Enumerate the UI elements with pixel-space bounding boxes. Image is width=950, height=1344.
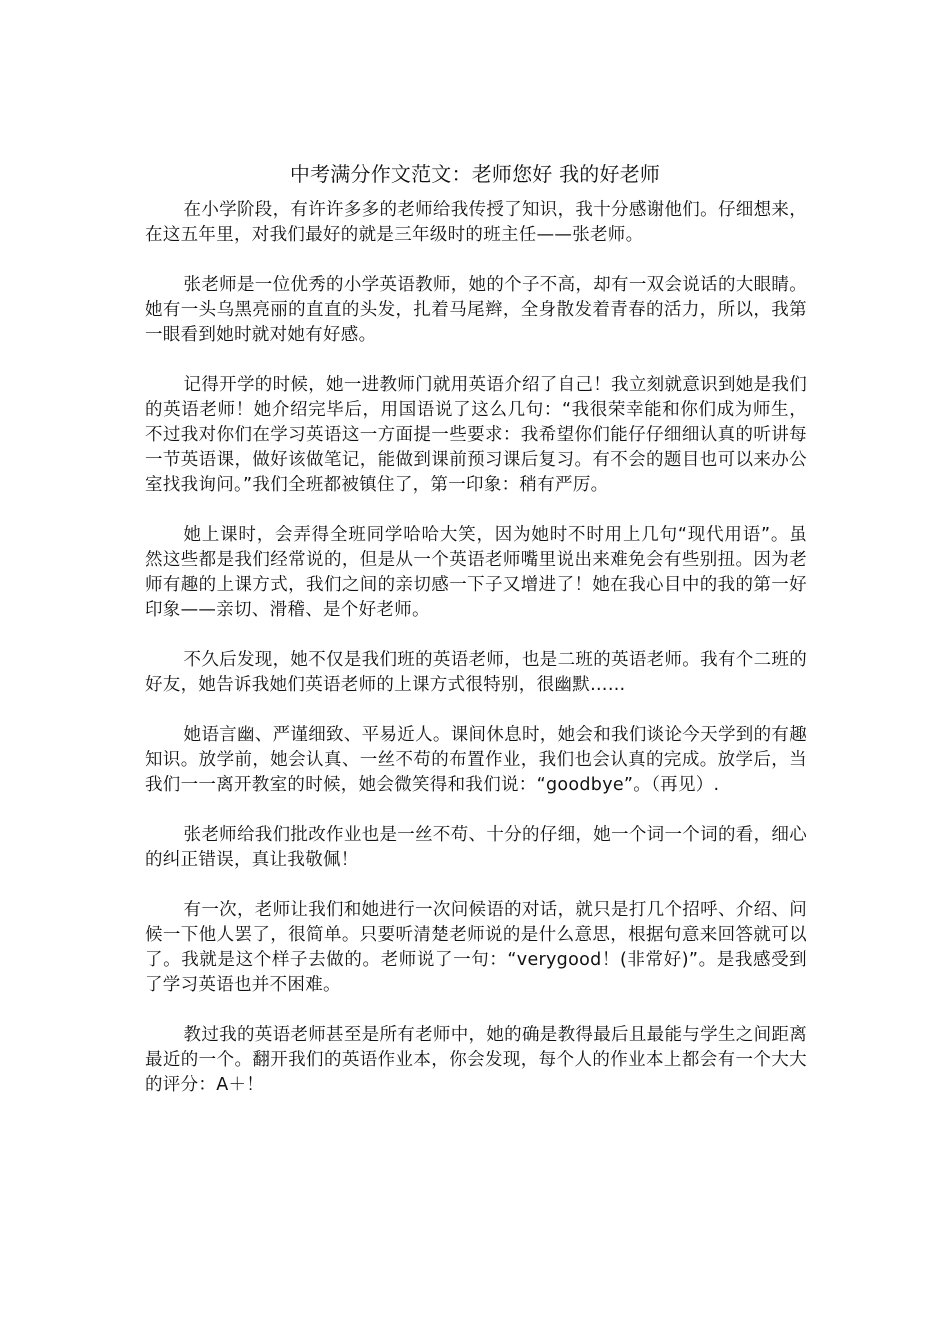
paragraph: 记得开学的时候，她一进教师门就用英语介绍了自己！我立刻就意识到她是我们的英语老师！她介绍完毕后，用国语说了这么几句：“我很荣幸能和你们成为师生，不过我对你们在学习英语这一方面提一些要求：我希望你们能仔仔细细认真的听讲每一节英语课，做好该做笔记，能做到课前预习课后复习。有不会的题目也可以来办公室找我询问。”我们全班都被镇住了，第一印象：稍有严厉。: [145, 375, 807, 495]
paragraph: 在小学阶段，有许许多多的老师给我传授了知识，我十分感谢他们。仔细想来，在这五年里，对我们最好的就是三年级时的班主任——张老师。: [145, 200, 807, 245]
paragraph: 教过我的英语老师甚至是所有老师中，她的确是教得最后且最能与学生之间距离最近的一个。翻开我们的英语作业本，你会发现，每个人的作业本上都会有一个大大的评分：A＋！: [145, 1025, 807, 1095]
paragraph: 张老师给我们批改作业也是一丝不苟、十分的仔细，她一个词一个词的看，细心的纠正错误，真让我敬佩！: [145, 825, 807, 870]
document-title: 中考满分作文范文：老师您好 我的好老师: [289, 162, 661, 186]
paragraph: 不久后发现，她不仅是我们班的英语老师，也是二班的英语老师。我有个二班的好友，她告诉我她们英语老师的上课方式很特别，很幽默……: [145, 650, 807, 695]
paragraph: 有一次，老师让我们和她进行一次问候语的对话，就只是打几个招呼、介绍、问候一下他人罢了，很简单。只要听清楚老师说的是什么意思，根据句意来回答就可以了。我就是这个样子去做的。老师说了一句：“verygood！(非常好)”。是我感受到了学习英语也并不困难。: [145, 900, 807, 995]
document-body: [145, 198, 807, 1123]
paragraph: 她语言幽、严谨细致、平易近人。课间休息时，她会和我们谈论今天学到的有趣知识。放学前，她会认真、一丝不苟的布置作业，我们也会认真的完成。放学后，当我们一一离开教室的时候，她会微笑得和我们说：“goodbye”。（再见）.: [145, 725, 807, 795]
paragraph: 张老师是一位优秀的小学英语教师，她的个子不高，却有一双会说话的大眼睛。她有一头乌黑亮丽的直直的头发，扎着马尾辫，全身散发着青春的活力，所以，我第一眼看到她时就对她有好感。: [145, 275, 807, 345]
paragraph: 她上课时，会弄得全班同学哈哈大笑，因为她时不时用上几句“现代用语”。虽然这些都是我们经常说的，但是从一个英语老师嘴里说出来难免会有些别扭。因为老师有趣的上课方式，我们之间的亲切感一下子又增进了！她在我心目中的我的第一好印象——亲切、滑稽、是个好老师。: [145, 525, 807, 620]
